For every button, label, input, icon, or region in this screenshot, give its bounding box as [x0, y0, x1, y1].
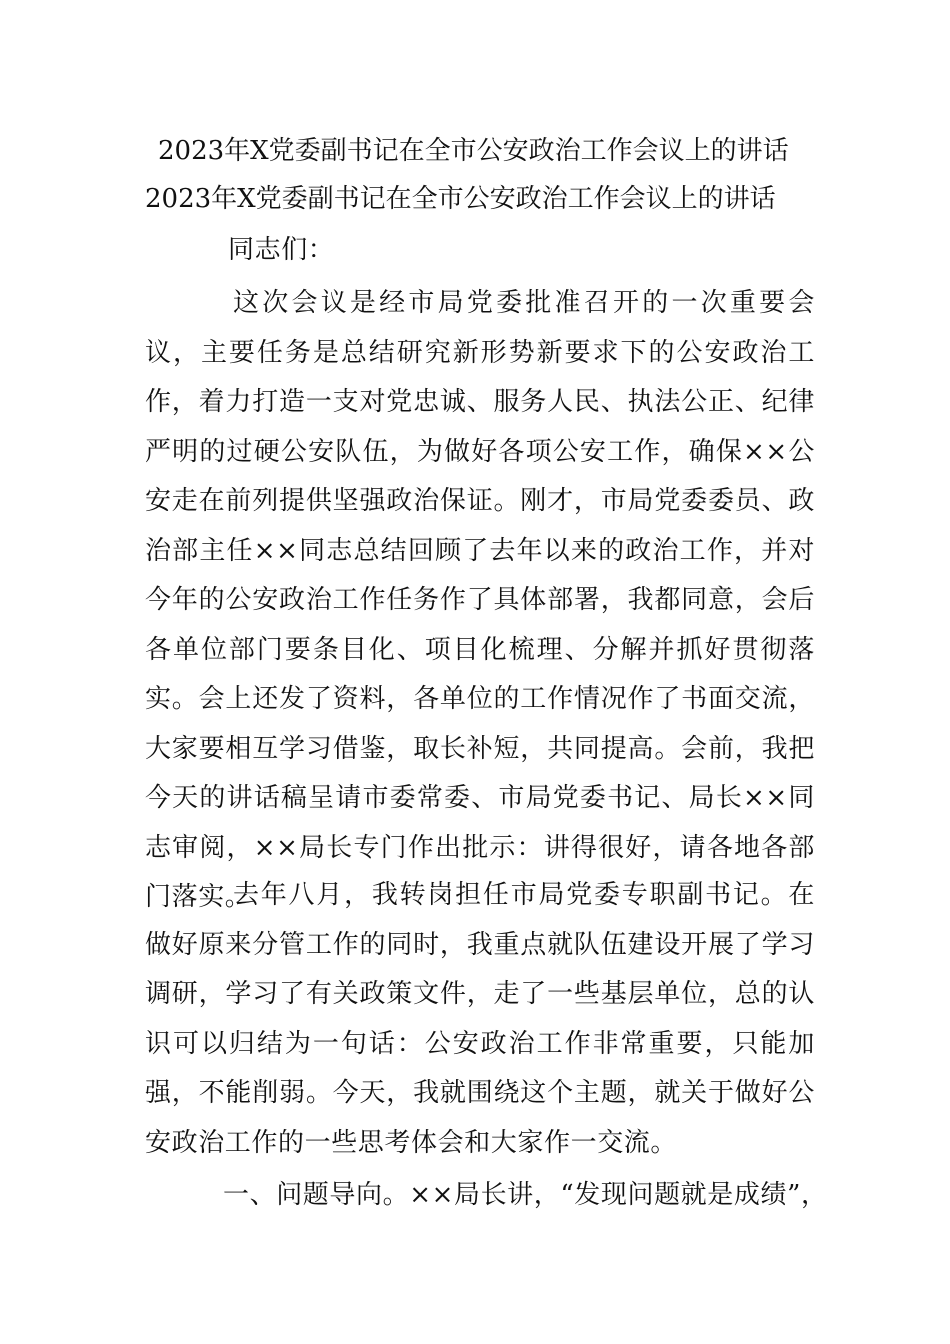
paragraph-1: 这次会议是经市局党委批准召开的一次重要会议，主要任务是总结研究新形势新要求下的公安政治工作，着力打造一支对党忠诚、服务人民、执法公正、纪律严明的过硬公安队伍，为做好各项公安工作，确保××公安走在前列提供坚强政治保证。刚才，市局党委委员、政治部主任××同志总结回顾了去年以来的政治工作，并对今年的公安政治工作任务作了具体部署，我都同意，会后各单位部门要条目化、项目化梳理、分解并抓好贯彻落实。会上还发了资料，各单位的工作情况作了书面交流，大家要相互学习借鉴，取长补短，共同提高。会前，我把今天的讲话稿呈请市委常委、市局党委书记、局长××同志审阅，××局长专门作出批示：讲得很好，请各地各部门落实。 [145, 288, 815, 912]
document-title: 2023年X党委副书记在全市公安政治工作会议上的讲话 [158, 136, 789, 166]
paragraph-3: 一、问题导向。××局长讲，“发现问题就是成绩”， [223, 1180, 828, 1210]
document-title-repeat: 2023年X党委副书记在全市公安政治工作会议上的讲话 [145, 184, 776, 214]
paragraph-2: 去年八月，我转岗担任市局党委专职副书记。在做好原来分管工作的同时，我重点就队伍建设开展了学习调研，学习了有关政策文件，走了一些基层单位，总的认识可以归结为一句话：公安政治工作非常重要，只能加强，不能削弱。今天，我就围绕这个主题，就关于做好公安政治工作的一些思考体会和大家作一交流。 [145, 880, 815, 1158]
salutation: 同志们： [228, 235, 335, 265]
